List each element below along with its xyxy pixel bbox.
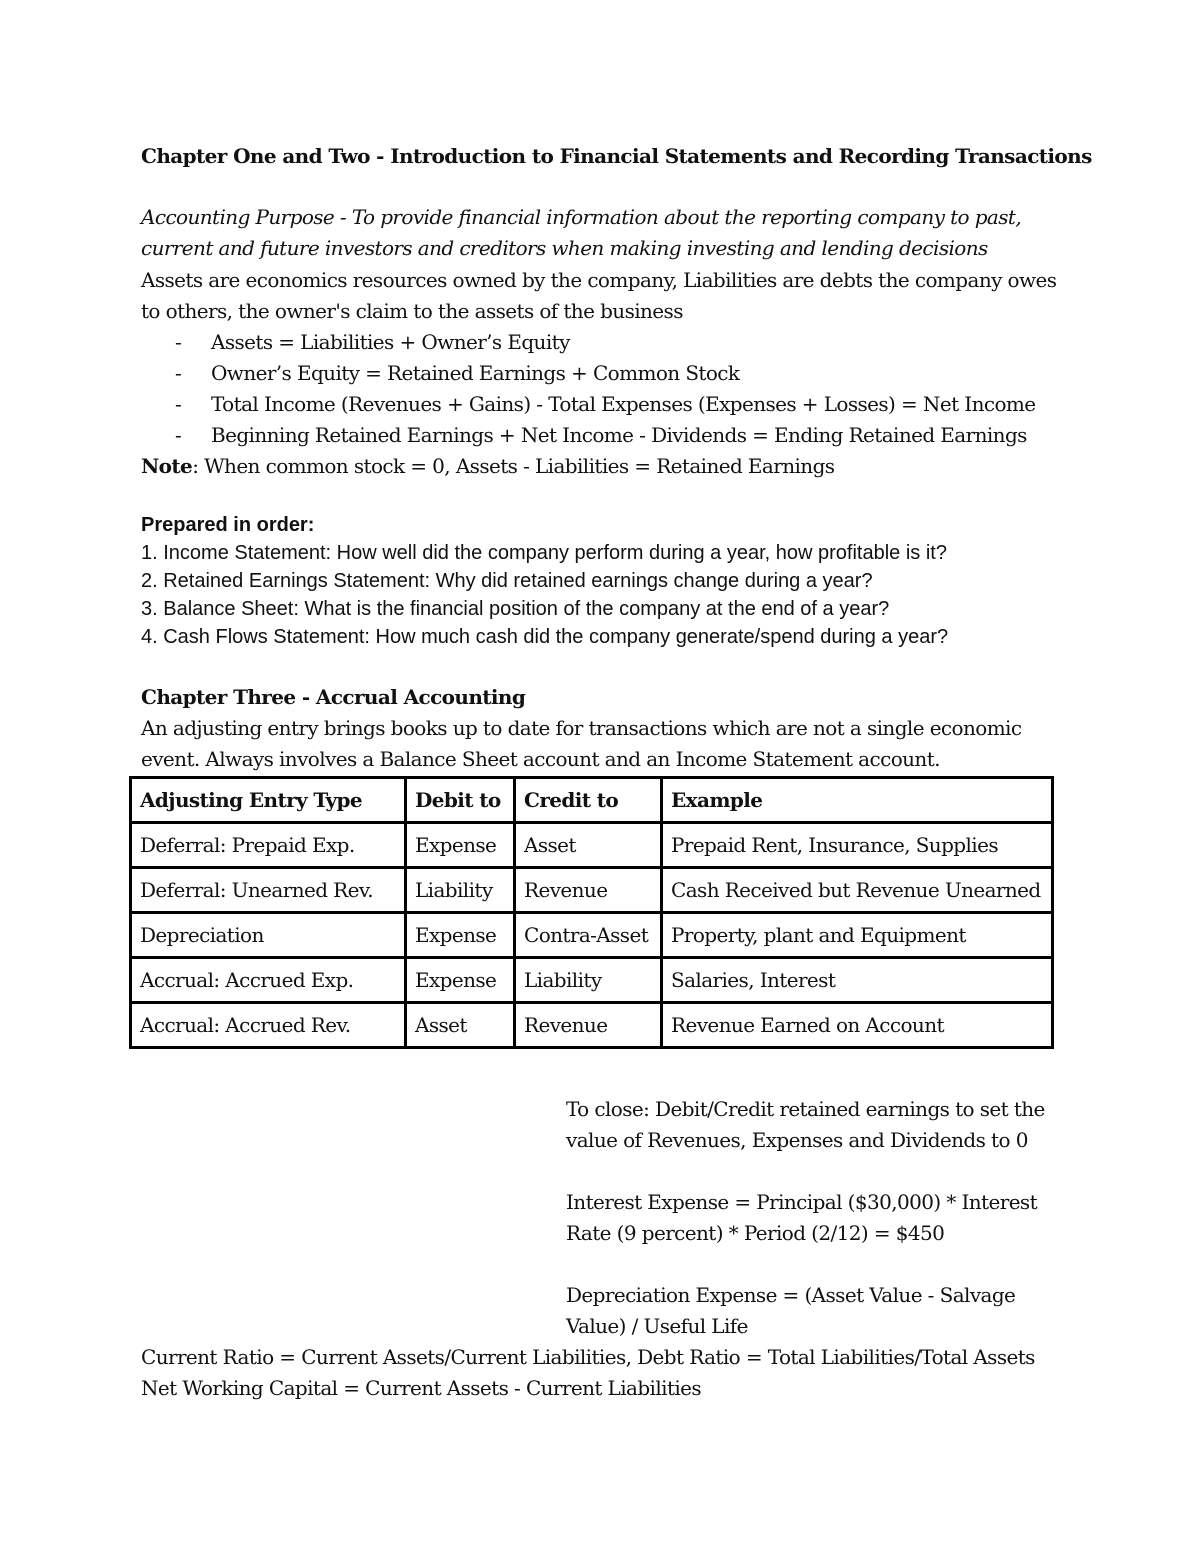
cell-example: Property, plant and Equipment — [662, 913, 1053, 958]
closing-note-line-1: To close: Debit/Credit retained earnings to set the — [566, 1097, 1045, 1121]
prepared-heading: Prepared in order: — [141, 514, 315, 536]
depreciation-expense-line-2: Value) / Useful Life — [566, 1314, 748, 1338]
assets-definition-line-2: to others, the owner's claim to the assets of the business — [141, 299, 683, 323]
ratios-line-1: Current Ratio = Current Assets/Current Liabilities, Debt Ratio = Total Liabilities/Total Assets — [141, 1345, 1035, 1369]
dash-bullet: - — [175, 330, 182, 354]
adjusting-entry-intro-line-1: An adjusting entry brings books up to date for transactions which are not a single economic — [141, 716, 1022, 740]
note-text: : When common stock = 0, Assets - Liabilities = Retained Earnings — [192, 454, 835, 478]
chapter-three-title: Chapter Three - Accrual Accounting — [141, 685, 526, 709]
cell-credit-to: Revenue — [515, 868, 662, 913]
header-debit-to: Debit to — [406, 778, 515, 823]
equation-text: Assets = Liabilities + Owner’s Equity — [211, 330, 570, 354]
interest-expense-line-2: Rate (9 percent) * Period (2/12) = $450 — [566, 1221, 945, 1245]
adjusting-entry-intro-line-2: event. Always involves a Balance Sheet account and an Income Statement account. — [141, 747, 940, 771]
cell-debit-to: Expense — [406, 958, 515, 1003]
equation-text: Total Income (Revenues + Gains) - Total Expenses (Expenses + Losses) = Net Income — [211, 392, 1036, 416]
header-example: Example — [662, 778, 1053, 823]
cell-credit-to: Liability — [515, 958, 662, 1003]
table-row — [131, 958, 1053, 1003]
accounting-purpose-line-1: Accounting Purpose - To provide financial information about the reporting company to past, — [141, 205, 1022, 229]
cell-example: Prepaid Rent, Insurance, Supplies — [662, 823, 1053, 868]
table-row — [131, 823, 1053, 868]
table-row — [131, 868, 1053, 913]
cell-entry-type: Deferral: Prepaid Exp. — [131, 823, 406, 868]
cell-credit-to: Asset — [515, 823, 662, 868]
interest-expense-line-1: Interest Expense = Principal ($30,000) * Interest — [566, 1190, 1038, 1214]
cell-credit-to: Contra-Asset — [515, 913, 662, 958]
cell-example: Revenue Earned on Account — [662, 1003, 1053, 1048]
cell-entry-type: Accrual: Accrued Exp. — [131, 958, 406, 1003]
depreciation-expense-line-1: Depreciation Expense = (Asset Value - Salvage — [566, 1283, 1016, 1307]
assets-definition-line-1: Assets are economics resources owned by the company, Liabilities are debts the company owes — [141, 268, 1057, 292]
header-entry-type: Adjusting Entry Type — [131, 778, 406, 823]
dash-bullet: - — [175, 361, 182, 385]
cell-example: Salaries, Interest — [662, 958, 1053, 1003]
cell-entry-type: Deferral: Unearned Rev. — [131, 868, 406, 913]
equation-text: Owner’s Equity = Retained Earnings + Common Stock — [211, 361, 740, 385]
table-row — [131, 913, 1053, 958]
note-label: Note — [141, 454, 193, 478]
prepared-item: 4. Cash Flows Statement: How much cash did the company generate/spend during a year? — [141, 626, 949, 648]
equation-text: Beginning Retained Earnings + Net Income - Dividends = Ending Retained Earnings — [211, 423, 1027, 447]
ratios-line-2: Net Working Capital = Current Assets - Current Liabilities — [141, 1376, 702, 1400]
dash-bullet: - — [175, 423, 182, 447]
cell-example: Cash Received but Revenue Unearned — [662, 868, 1053, 913]
cell-credit-to: Revenue — [515, 1003, 662, 1048]
prepared-item: 3. Balance Sheet: What is the financial position of the company at the end of a year? — [141, 598, 890, 620]
note-line — [141, 451, 834, 482]
table-header-row — [131, 778, 1053, 823]
cell-debit-to: Liability — [406, 868, 515, 913]
chapter-one-two-title: Chapter One and Two - Introduction to Financial Statements and Recording Transactions — [141, 144, 1092, 168]
header-credit-to: Credit to — [515, 778, 662, 823]
table-row — [131, 1003, 1053, 1048]
cell-debit-to: Asset — [406, 1003, 515, 1048]
prepared-item: 1. Income Statement: How well did the company perform during a year, how profitable is it? — [141, 542, 947, 564]
prepared-item: 2. Retained Earnings Statement: Why did retained earnings change during a year? — [141, 570, 873, 592]
cell-entry-type: Accrual: Accrued Rev. — [131, 1003, 406, 1048]
accounting-purpose-line-2: current and future investors and creditors when making investing and lending decisions — [141, 236, 988, 260]
cell-debit-to: Expense — [406, 823, 515, 868]
adjusting-entries-table — [129, 776, 1054, 1049]
closing-note-line-2: value of Revenues, Expenses and Dividends to 0 — [566, 1128, 1028, 1152]
cell-entry-type: Depreciation — [131, 913, 406, 958]
cell-debit-to: Expense — [406, 913, 515, 958]
dash-bullet: - — [175, 392, 182, 416]
